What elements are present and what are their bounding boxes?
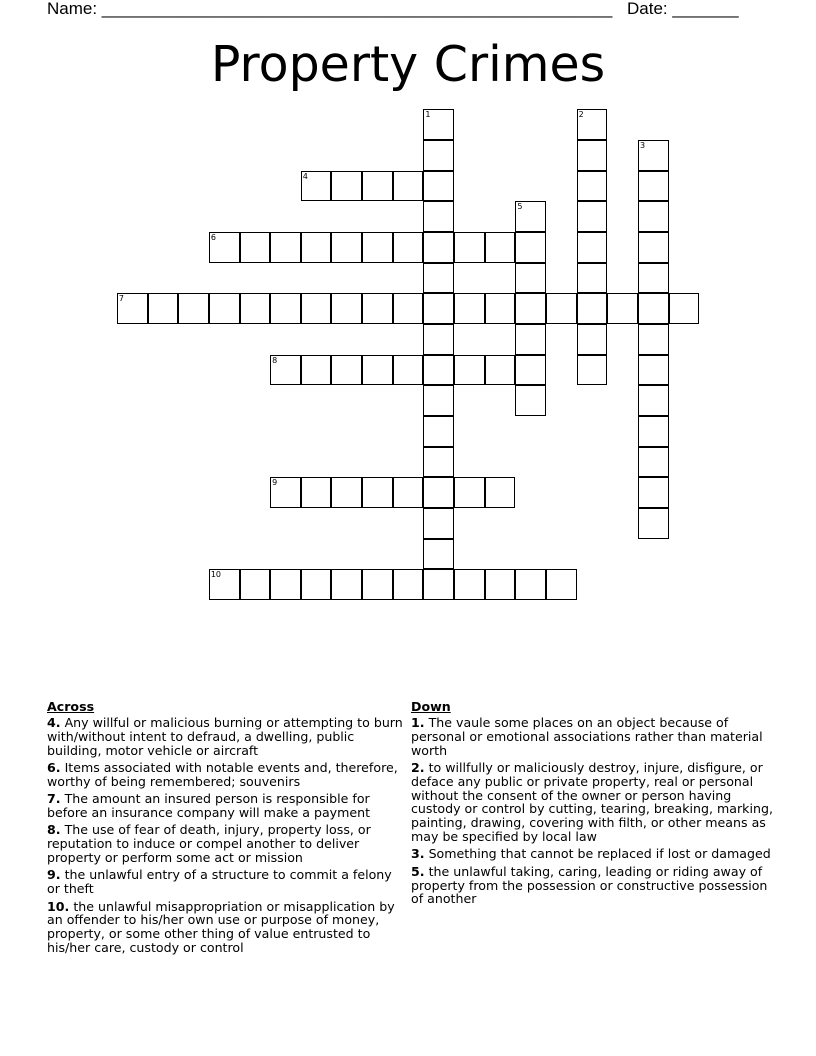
grid-cell[interactable]	[454, 293, 485, 324]
grid-cell[interactable]	[638, 355, 669, 386]
grid-cell[interactable]	[669, 293, 700, 324]
clue-number: 6	[210, 233, 216, 242]
grid-cell[interactable]	[393, 293, 424, 324]
grid-cell[interactable]	[393, 171, 424, 202]
clue-number-label: 2.	[411, 759, 425, 775]
grid-cell[interactable]	[423, 324, 454, 355]
grid-cell[interactable]	[638, 385, 669, 416]
across-clue	[47, 868, 407, 896]
grid-cell[interactable]	[638, 263, 669, 294]
grid-cell[interactable]	[209, 232, 240, 263]
clue-text: to willfully or maliciously destroy, injure, disfigure, or deface any public or private property, real or personal without the consent of the owner or person having custody or control by cutting, tearing, breaking, marking, painting, drawing, covering with filth, or other means as may be specified by local law	[411, 759, 773, 844]
grid-cell[interactable]	[423, 539, 454, 570]
grid-cell[interactable]	[546, 569, 577, 600]
grid-cell[interactable]	[301, 569, 332, 600]
name-field[interactable]: Name: ______________________________________________________	[47, 0, 613, 18]
grid-cell[interactable]	[515, 263, 546, 294]
grid-cell[interactable]	[423, 355, 454, 386]
grid-cell[interactable]	[638, 201, 669, 232]
grid-cell[interactable]	[515, 385, 546, 416]
across-clue	[47, 823, 407, 864]
clue-text: the unlawful taking, caring, leading or riding away of property from the possession or constructive possession of another	[411, 863, 768, 907]
grid-cell[interactable]	[301, 293, 332, 324]
down-clue	[411, 865, 773, 906]
grid-cell[interactable]	[331, 232, 362, 263]
grid-cell[interactable]	[240, 569, 271, 600]
grid-cell[interactable]	[209, 293, 240, 324]
grid-cell[interactable]	[638, 293, 669, 324]
grid-cell[interactable]	[362, 355, 393, 386]
clue-text: The use of fear of death, injury, property loss, or reputation to induce or compel another to deliver property or perform some act or mission	[47, 822, 371, 865]
grid-cell[interactable]	[485, 477, 516, 508]
grid-cell[interactable]	[301, 477, 332, 508]
grid-cell[interactable]	[515, 324, 546, 355]
clue-number-label: 8.	[47, 822, 61, 838]
clue-number-label: 4.	[47, 715, 61, 730]
grid-cell[interactable]	[423, 416, 454, 447]
grid-cell[interactable]	[362, 232, 393, 263]
grid-cell[interactable]	[331, 569, 362, 600]
grid-cell[interactable]	[423, 232, 454, 263]
grid-cell[interactable]	[423, 569, 454, 600]
clue-number-label: 5.	[411, 863, 425, 879]
grid-cell[interactable]	[638, 171, 669, 202]
grid-cell[interactable]	[423, 477, 454, 508]
grid-cell[interactable]	[515, 355, 546, 386]
grid-cell[interactable]	[393, 355, 424, 386]
clue-number: 4	[302, 171, 308, 181]
grid-cell[interactable]	[423, 293, 454, 324]
clue-number: 5	[517, 202, 523, 212]
grid-cell[interactable]	[270, 569, 301, 600]
grid-cell[interactable]	[638, 477, 669, 508]
down-heading: Down	[411, 699, 451, 714]
grid-cell[interactable]	[178, 293, 209, 324]
grid-cell[interactable]	[423, 508, 454, 539]
grid-cell[interactable]	[423, 201, 454, 232]
grid-cell[interactable]	[331, 293, 362, 324]
grid-cell[interactable]	[638, 232, 669, 263]
clue-text: The amount an insured person is responsible for before an insurance company will make a payment	[47, 791, 371, 820]
grid-cell[interactable]	[577, 324, 608, 355]
grid-cell[interactable]	[515, 232, 546, 263]
across-clue	[47, 900, 407, 955]
clue-number: 8	[272, 355, 278, 365]
across-clues	[47, 699, 407, 958]
grid-cell[interactable]	[577, 355, 608, 386]
page-title: Property Crimes	[210, 36, 606, 93]
grid-cell[interactable]	[270, 355, 301, 386]
grid-cell[interactable]	[638, 447, 669, 478]
clue-number-label: 1.	[411, 715, 425, 730]
grid-cell[interactable]	[240, 232, 271, 263]
clue-text: Any willful or malicious burning or attempting to burn with/without intent to defraud, a dwelling, public building, motor vehicle or aircraft	[47, 715, 403, 758]
clue-number: 3	[639, 141, 646, 151]
grid-cell[interactable]	[485, 569, 516, 600]
grid-cell[interactable]	[423, 171, 454, 202]
grid-cell[interactable]	[485, 293, 516, 324]
grid-cell[interactable]	[423, 447, 454, 478]
grid-cell[interactable]	[331, 355, 362, 386]
grid-cell[interactable]	[485, 232, 516, 263]
grid-cell[interactable]	[362, 293, 393, 324]
clue-text: Something that cannot be replaced if lost or damaged	[424, 846, 771, 862]
down-clue	[411, 761, 773, 844]
grid-cell[interactable]	[209, 569, 240, 600]
grid-cell[interactable]	[485, 355, 516, 386]
clue-number-label: 10.	[47, 898, 70, 914]
across-heading: Across	[47, 699, 95, 714]
grid-cell[interactable]	[331, 171, 362, 202]
clue-number: 7	[118, 294, 124, 304]
grid-cell[interactable]	[454, 569, 485, 600]
grid-cell[interactable]	[546, 293, 577, 324]
clue-number: 10	[210, 570, 222, 580]
grid-cell[interactable]	[515, 201, 546, 232]
clue-number-label: 7.	[47, 791, 61, 807]
clue-number-label: 3.	[411, 846, 425, 862]
down-clue	[411, 716, 773, 757]
grid-cell[interactable]	[270, 293, 301, 324]
grid-cell[interactable]	[577, 232, 608, 263]
clue-text: the unlawful misappropriation or misapplication by an offender to his/her own use or purpose of money, property, or some other thing of value entrusted to his/her care, custody or control	[47, 898, 395, 955]
grid-cell[interactable]	[393, 232, 424, 263]
clue-number: 2	[578, 110, 584, 120]
grid-cell[interactable]	[117, 293, 148, 324]
grid-cell[interactable]	[638, 416, 669, 447]
down-clues	[411, 699, 773, 910]
grid-cell[interactable]	[301, 355, 332, 386]
clue-text: Items associated with notable events and, therefore, worthy of being remembered; souvenirs	[47, 759, 398, 789]
grid-cell[interactable]	[423, 140, 454, 171]
grid-cell[interactable]	[515, 293, 546, 324]
clue-number-label: 6.	[47, 759, 61, 775]
across-clue	[47, 716, 407, 757]
grid-cell[interactable]	[270, 477, 301, 508]
grid-cell[interactable]	[240, 293, 271, 324]
grid-cell[interactable]	[331, 477, 362, 508]
grid-cell[interactable]	[393, 477, 424, 508]
grid-cell[interactable]	[301, 232, 332, 263]
grid-cell[interactable]	[577, 140, 608, 171]
clue-text: the unlawful entry of a structure to commit a felony or theft	[47, 867, 392, 897]
grid-cell[interactable]	[362, 477, 393, 508]
grid-cell[interactable]	[393, 569, 424, 600]
clue-number-label: 9.	[47, 867, 61, 883]
grid-cell[interactable]	[577, 109, 608, 140]
grid-cell[interactable]	[148, 293, 179, 324]
grid-cell[interactable]	[577, 293, 608, 324]
grid-cell[interactable]	[270, 232, 301, 263]
down-clue	[411, 847, 773, 861]
grid-cell[interactable]	[454, 355, 485, 386]
clue-text: The vaule some places on an object because of personal or emotional associations rather than material worth	[411, 715, 763, 758]
grid-cell[interactable]	[577, 171, 608, 202]
grid-cell[interactable]	[423, 109, 454, 140]
grid-cell[interactable]	[577, 201, 608, 232]
grid-cell[interactable]	[362, 171, 393, 202]
across-clue	[47, 761, 407, 789]
grid-cell[interactable]	[454, 477, 485, 508]
grid-cell[interactable]	[515, 569, 546, 600]
grid-cell[interactable]	[638, 140, 669, 171]
grid-cell[interactable]	[454, 232, 485, 263]
date-field[interactable]: Date: _______	[627, 0, 739, 18]
across-clue	[47, 792, 407, 820]
grid-cell[interactable]	[638, 508, 669, 539]
grid-cell[interactable]	[362, 569, 393, 600]
grid-cell[interactable]	[423, 385, 454, 416]
clue-number: 9	[272, 478, 278, 488]
grid-cell[interactable]	[577, 263, 608, 294]
grid-cell[interactable]	[301, 171, 332, 202]
clue-number: 1	[425, 110, 431, 120]
grid-cell[interactable]	[607, 293, 638, 324]
grid-cell[interactable]	[638, 324, 669, 355]
grid-cell[interactable]	[423, 263, 454, 294]
